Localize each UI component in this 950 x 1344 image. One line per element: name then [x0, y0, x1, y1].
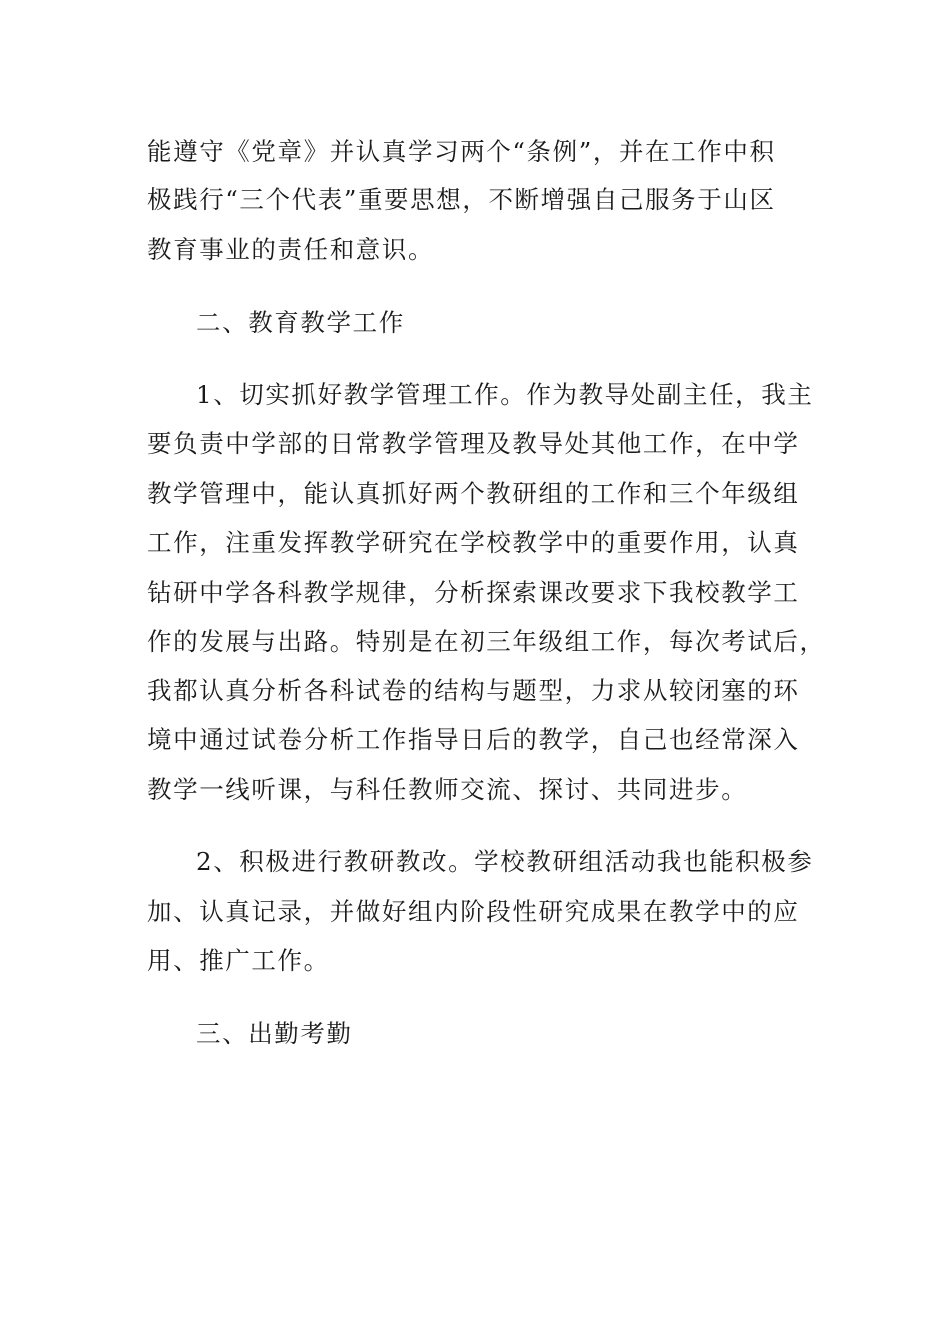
- text-line: 要负责中学部的日常教学管理及教导处其他工作，在中学: [147, 429, 800, 458]
- text-line: 用、推广工作。: [147, 946, 330, 975]
- text-line: 我都认真分析各科试卷的结构与题型，力求从较闭塞的环: [147, 676, 800, 705]
- text-line: 境中通过试卷分析工作指导日后的教学，自己也经常深入: [147, 725, 800, 754]
- text-line: 极践行“三个代表”重要思想，不断增强自己服务于山区: [147, 185, 776, 214]
- text-line: 教学一线听课，与科任教师交流、探讨、共同进步。: [147, 775, 748, 804]
- section-heading-attendance: 三、出勤考勤: [196, 1019, 353, 1048]
- text-line: 2、积极进行教研教改。学校教研组活动我也能积极参: [196, 847, 814, 876]
- text-line: 教育事业的责任和意识。: [147, 235, 435, 264]
- text-line: 1、切实抓好教学管理工作。作为教导处副主任，我主: [196, 380, 814, 409]
- text-line: 工作，注重发挥教学研究在学校教学中的重要作用，认真: [147, 528, 800, 557]
- text-line: 能遵守《党章》并认真学习两个“条例”，并在工作中积: [147, 137, 776, 166]
- text-line: 作的发展与出路。特别是在初三年级组工作，每次考试后，: [147, 627, 826, 656]
- text-line: 钻研中学各科教学规律，分析探索课改要求下我校教学工: [147, 578, 800, 607]
- section-heading-education-teaching: 二、教育教学工作: [196, 308, 405, 337]
- text-line: 教学管理中，能认真抓好两个教研组的工作和三个年级组: [147, 479, 800, 508]
- text-line: 加、认真记录，并做好组内阶段性研究成果在教学中的应: [147, 897, 800, 926]
